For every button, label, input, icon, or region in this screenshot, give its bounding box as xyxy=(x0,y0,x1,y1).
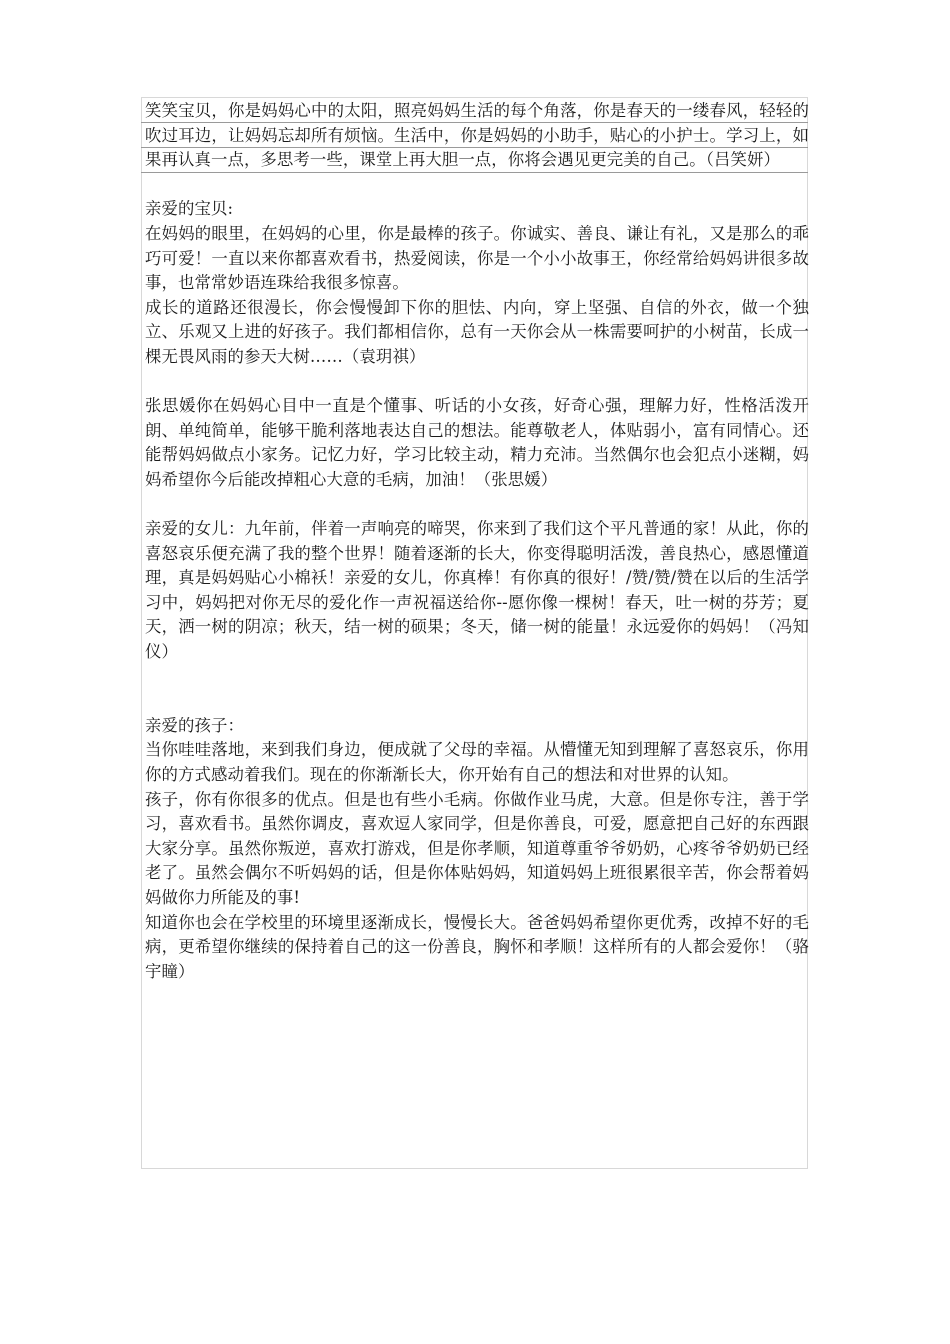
paragraph-gap xyxy=(145,665,809,714)
document-body xyxy=(145,99,809,984)
paragraph-luo-yutong-2: 孩子，你有你很多的优点。但是也有些小毛病。你做作业马虎，大意。但是你专注，善于学习，喜欢看书。虽然你调皮，喜欢逗人家同学，但是你善良，可爱，愿意把自己好的东西跟大家分享。虽然你叛逆，喜欢打游戏，但是你孝顺，知道尊重爷爷奶奶，心疼爷爷奶奶已经老了。虽然会偶尔不听妈妈的话，但是你体贴妈妈，知道妈妈上班很累很辛苦，你会帮着妈妈做你力所能及的事! xyxy=(145,789,809,907)
greeting-haizi: 亲爱的孩子： xyxy=(145,715,244,735)
greeting-baobei: 亲爱的宝贝: xyxy=(145,199,234,219)
paragraph-luo-yutong-1: 当你哇哇落地，来到我们身边，便成就了父母的幸福。从懵懂无知到理解了喜怒哀乐，你用你的方式感动着我们。现在的你渐渐长大，你开始有自己的想法和对世界的认知。 xyxy=(145,740,809,785)
paragraph-yuan-yueqi-1: 在妈妈的眼里，在妈妈的心里，你是最棒的孩子。你诚实、善良、谦让有礼，又是那么的乖巧可爱！一直以来你都喜欢看书，热爱阅读，你是一个小小故事王，你经常给妈妈讲很多故事，也常常妙语连珠给我很多惊喜。 xyxy=(145,223,809,293)
paragraph-gap xyxy=(145,370,809,395)
paragraph-gap xyxy=(145,173,809,198)
paragraph-luo-yutong-3: 知道你也会在学校里的环境里逐渐成长，慢慢长大。爸爸妈妈希望你更优秀，改掉不好的毛病，更希望你继续的保持着自己的这一份善良，胸怀和孝顺！这样所有的人都会爱你！（骆宇瞳） xyxy=(145,912,809,981)
paragraph-feng-zhiyi: 亲爱的女儿：九年前，伴着一声响亮的啼哭，你来到了我们这个平凡普通的家！从此，你的喜怒哀乐便充满了我的整个世界！随着逐渐的长大，你变得聪明活泼，善良热心，感恩懂道理，真是妈妈贴心小棉袄！亲爱的女儿，你真棒！有你真的很好！/赞/赞/赞在以后的生活学习中，妈妈把对你无尽的爱化作一声祝福送给你--愿你像一棵树！春天，吐一树的芬芳；夏天，洒一树的阴凉；秋天，结一树的硕果；冬天，储一树的能量！永远爱你的妈妈！（冯知仪） xyxy=(145,519,809,662)
paragraph-lv-xiaoyan: 笑笑宝贝，你是妈妈心中的太阳，照亮妈妈生活的每个角落，你是春天的一缕春风，轻轻的吹过耳边，让妈妈忘却所有烦恼。生活中，你是妈妈的小助手，贴心的小护士。学习上，如果再认真一点，多思考一些，课堂上再大胆一点，你将会遇见更完美的自己。（吕笑妍） xyxy=(145,101,809,170)
paragraph-yuan-yueqi-2: 成长的道路还很漫长，你会慢慢卸下你的胆怯、内向，穿上坚强、自信的外衣，做一个独立、乐观又上进的好孩子。我们都相信你，总有一天你会从一株需要呵护的小树苗，长成一棵无畏风雨的参天大树……（袁玥祺） xyxy=(145,297,809,366)
paragraph-zhang-siyuan: 张思媛你在妈妈心目中一直是个懂事、听话的小女孩，好奇心强，理解力好，性格活泼开朗、单纯简单，能够干脆利落地表达自己的想法。能尊敬老人，体贴弱小，富有同情心。还能帮妈妈做点小家务。记忆力好，学习比较主动，精力充沛。当然偶尔也会犯点小迷糊，妈妈希望你今后能改掉粗心大意的毛病，加油！（张思媛） xyxy=(145,396,809,489)
paragraph-gap xyxy=(145,493,809,518)
